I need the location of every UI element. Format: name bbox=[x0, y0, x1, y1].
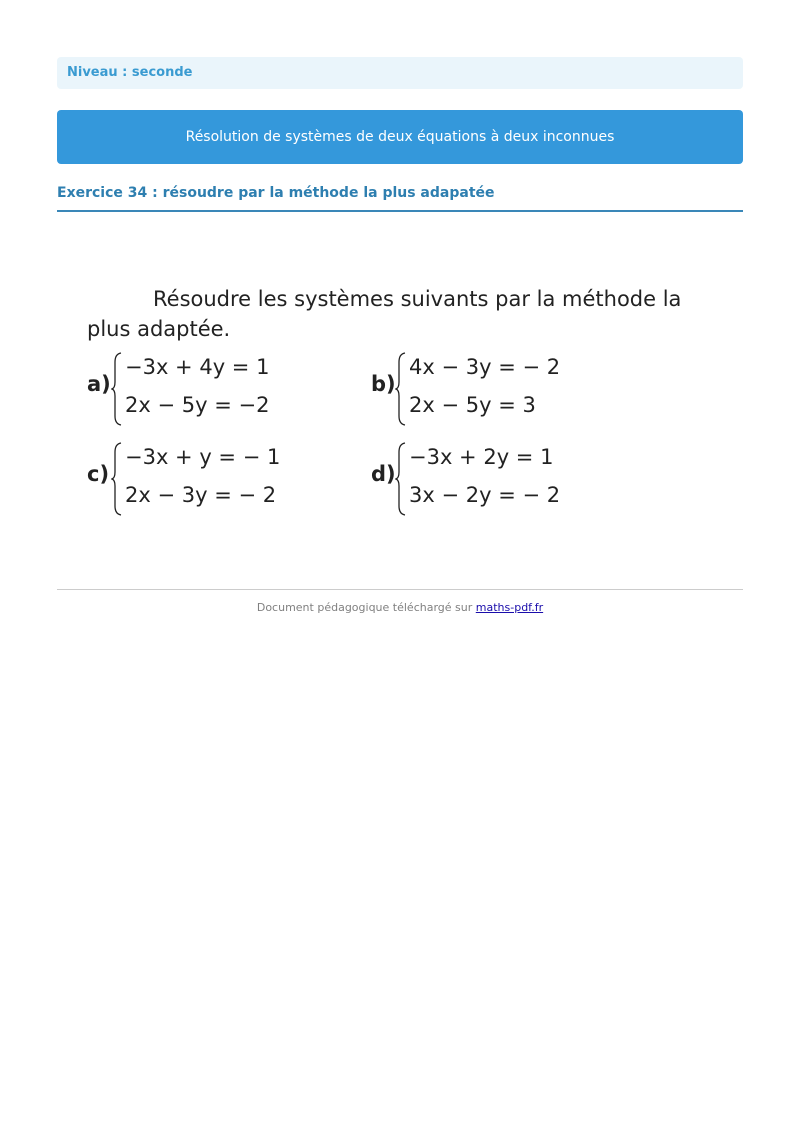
system-label: a) bbox=[87, 372, 111, 396]
brace-icon bbox=[395, 442, 407, 516]
equation-1: 4x − 3y = − 2 bbox=[409, 355, 561, 379]
page-title-banner: Résolution de systèmes de deux équations à deux inconnues bbox=[57, 110, 743, 164]
equation-2: 2x − 5y = 3 bbox=[409, 393, 536, 417]
equation-1: −3x + y = − 1 bbox=[125, 445, 281, 469]
exercise-statement: Résoudre les systèmes suivants par la méthode la plus adaptée. bbox=[87, 287, 682, 341]
system-label: c) bbox=[87, 462, 110, 486]
brace-icon bbox=[395, 352, 407, 426]
equation-2: 3x − 2y = − 2 bbox=[409, 483, 561, 507]
footer-link[interactable]: maths-pdf.fr bbox=[475, 601, 544, 614]
footer bbox=[57, 601, 743, 614]
brace-icon bbox=[111, 442, 123, 516]
footer-text: Document pédagogique téléchargé sur bbox=[256, 601, 473, 614]
system-label: d) bbox=[371, 462, 396, 486]
exercise-title: Exercice 34 : résoudre par la méthode la plus adapatée bbox=[57, 185, 743, 212]
equation-1: −3x + 4y = 1 bbox=[125, 355, 270, 379]
equation-2: 2x − 5y = −2 bbox=[125, 393, 270, 417]
brace-icon bbox=[111, 352, 123, 426]
level-badge: Niveau : seconde bbox=[57, 57, 743, 89]
exercise-image bbox=[57, 270, 743, 530]
system-label: b) bbox=[371, 372, 396, 396]
footer-divider bbox=[57, 589, 743, 590]
equation-2: 2x − 3y = − 2 bbox=[125, 483, 277, 507]
equation-1: −3x + 2y = 1 bbox=[409, 445, 554, 469]
